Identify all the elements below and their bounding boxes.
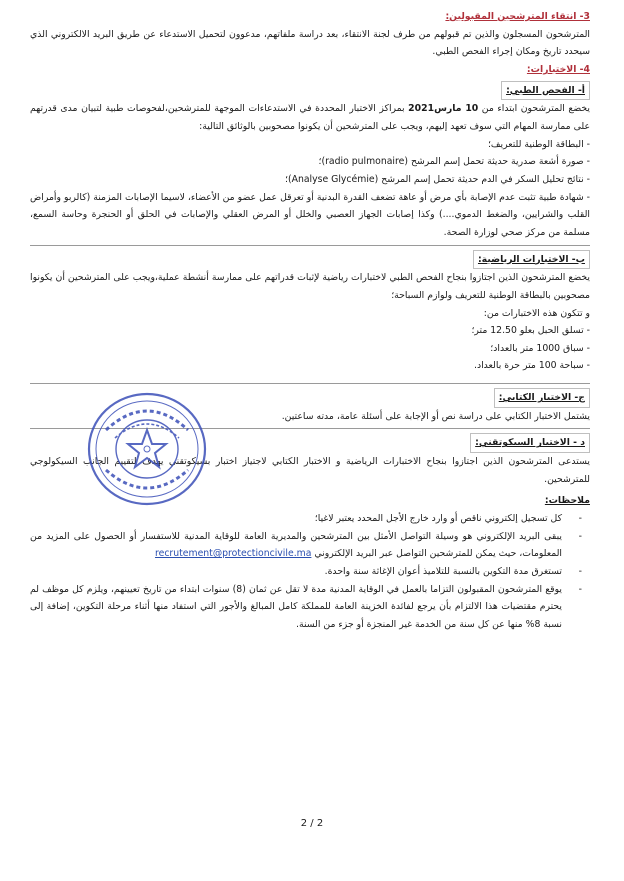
medical-intro-pre: يخضع المترشحون ابتداء من xyxy=(478,103,590,115)
note-text: كل تسجيل إلكتروني ناقص أو وارد خارج الأجل المحدد يعتبر لاغيا؛ xyxy=(314,513,562,525)
notes-list xyxy=(30,510,590,634)
written-text: يشتمل الاختبار الكتابي على دراسة نص أو الإجابة على أسئلة عامة، مدته ساعتين. xyxy=(281,410,590,422)
sports-intro: يخضع المترشحون الذين اجتازوا بنجاح الفحص الطبي لاختبارات رياضية لإثبات قدراتهم على ممارسة أنشطة عملية،ويجب على المترشحين أن يكونوا مصحوبين بالبطاقة الوطنية للتعريف ولوازم السباحة؛ xyxy=(30,272,590,301)
psycho-text: يستدعى المترشحون الذين اجتازوا بنجاح الاختبارات الرياضية و الاختبار الكتابي لاجتياز اختبار بسيكوتقني يهدف لتقييم الجانب السيكولوجي للمترشحين. xyxy=(30,456,590,485)
note-item: - يوقع المترشحون المقبولون التزاما بالعمل في الوقاية المدنية مدة لا تقل عن ثمان (8) سنوات ابتداء من تاريخ تعيينهم، ويلزم كل موظف لم يحترم مقتضيات هذا الالتزام بأن يرجع لفائدة الخزينة العامة للمملكة كامل المبالغ والأجور التي استفاد منها أثناء مرحلة التكوين، إضافة إلى نسبة 8% منها عن كل سنة من الخدمة غير المنجزة أو جزء من السنة. xyxy=(30,583,582,630)
sports-consist: و تتكون هذه الاختبارات من: xyxy=(483,307,590,319)
section3-title: 3- انتقاء المترشحين المقبولين: xyxy=(445,11,590,22)
medical-item: - نتائج تحليل السكر في الدم حديثة تحمل إسم المرشح (Analyse Glycémie)؛ xyxy=(285,173,590,185)
note-text: يوقع المترشحون المقبولون التزاما بالعمل في الوقاية المدنية مدة لا تقل عن ثمان (8) سنوات ابتداء من تاريخ تعيينهم، ويلزم كل موظف لم يحترم مقتضيات هذا الالتزام بأن يرجع لفائدة الخزينة العامة للمملكة كامل المبالغ والأجور التي استفاد منها أثناء مرحلة التكوين، إضافة إلى نسبة 8% منها عن كل سنة من الخدمة غير المنجزة أو جزء من السنة. xyxy=(30,583,562,630)
sports-item: - سباحة 100 متر حرة بالعداد. xyxy=(473,360,590,372)
sports-item: - سباق 1000 متر بالعداد؛ xyxy=(490,342,590,354)
sports-title: ب- الاختبارات الرياضية: xyxy=(473,250,590,270)
section4-title: 4- الاختبارات: xyxy=(526,63,590,75)
medical-item: - شهادة طبية تثبت عدم الإصابة بأي مرض أو عاهة تضعف القدرة البدنية أو تعرقل عمل عضو من الأعضاء، لاسيما الإصابات المزمنة (كالربو وأمراض القلب والشرايين، والضغط الدموي....) وكذا إصابات الجهاز العصبي والخلل أو المرض العقلي والإصابات في الحلق أو الحنجرة وحاسة السمع، مسلمة من مركز صحي لوزارة الصحة. xyxy=(30,191,590,238)
section3-text: المترشحون المسجلون والذين تم قبولهم من طرف لجنة الانتقاء، بعد دراسة ملفاتهم، مدعوون لتحميل الاستدعاء عن طريق البريد الالكتروني الذي سيحدد تاريخ ومكان إجراء الفحص الطبي. xyxy=(30,28,590,58)
note-item: - تستغرق مدة التكوين بالنسبة للتلاميذ أعوان الإغاثة سنة واحدة. xyxy=(324,566,582,578)
psycho-title: د - الاختبار السيكوتقني: xyxy=(470,433,590,453)
medical-intro-post: بمراكز الاختبار المحددة في الاستدعاءات الموجهة للمترشحين،لفحوصات طبية لتبيان مدى قدرتهم على ممارسة المهام التي سوف تعهد إليهم، ويجب على المترشحين أن يكونوا مصحوبين بالوثائق التالية: xyxy=(30,103,590,132)
official-stamp-icon xyxy=(86,390,208,508)
email-link[interactable]: recrutement@protectioncivile.ma xyxy=(154,548,312,560)
sports-item: - تسلق الحبل بعلو 12.50 متر؛ xyxy=(471,325,590,337)
divider xyxy=(30,383,590,384)
note-item: - كل تسجيل إلكتروني ناقص أو وارد خارج الأجل المحدد يعتبر لاغيا؛ xyxy=(314,513,582,525)
written-title: ج- الاختبار الكتابي: xyxy=(494,388,590,408)
note-item: - يبقى البريد الإلكتروني هو وسيلة التواصل الأمثل بين المترشحين والمديرية العامة للوقاية المدنية للاستفسار أو الحصول على المزيد من المعلومات، حيث يمكن للمترشحين التواصل عبر البريد الإلكتروني recrutement@protectioncivile.ma xyxy=(30,530,582,560)
medical-title: أ- الفحص الطبي: xyxy=(501,81,590,101)
medical-item: - صورة أشعة صدرية حديثة تحمل إسم المرشح (radio pulmonaire)؛ xyxy=(318,156,590,168)
divider xyxy=(30,245,590,246)
note-text: يبقى البريد الإلكتروني هو وسيلة التواصل الأمثل بين المترشحين والمديرية العامة للوقاية المدنية للاستفسار أو الحصول على المزيد من المعلومات، حيث يمكن للمترشحين التواصل عبر البريد الإلكتروني xyxy=(30,530,562,560)
medical-intro xyxy=(30,100,590,135)
document-content xyxy=(30,8,590,634)
medical-item: - البطاقة الوطنية للتعريف؛ xyxy=(487,138,590,150)
page-number: 2 / 2 xyxy=(300,818,324,829)
medical-intro-date: 10 مارس2021 xyxy=(408,103,479,115)
notes-title: ملاحظات: xyxy=(544,495,590,507)
note-text: تستغرق مدة التكوين بالنسبة للتلاميذ أعوان الإغاثة سنة واحدة. xyxy=(324,566,562,578)
